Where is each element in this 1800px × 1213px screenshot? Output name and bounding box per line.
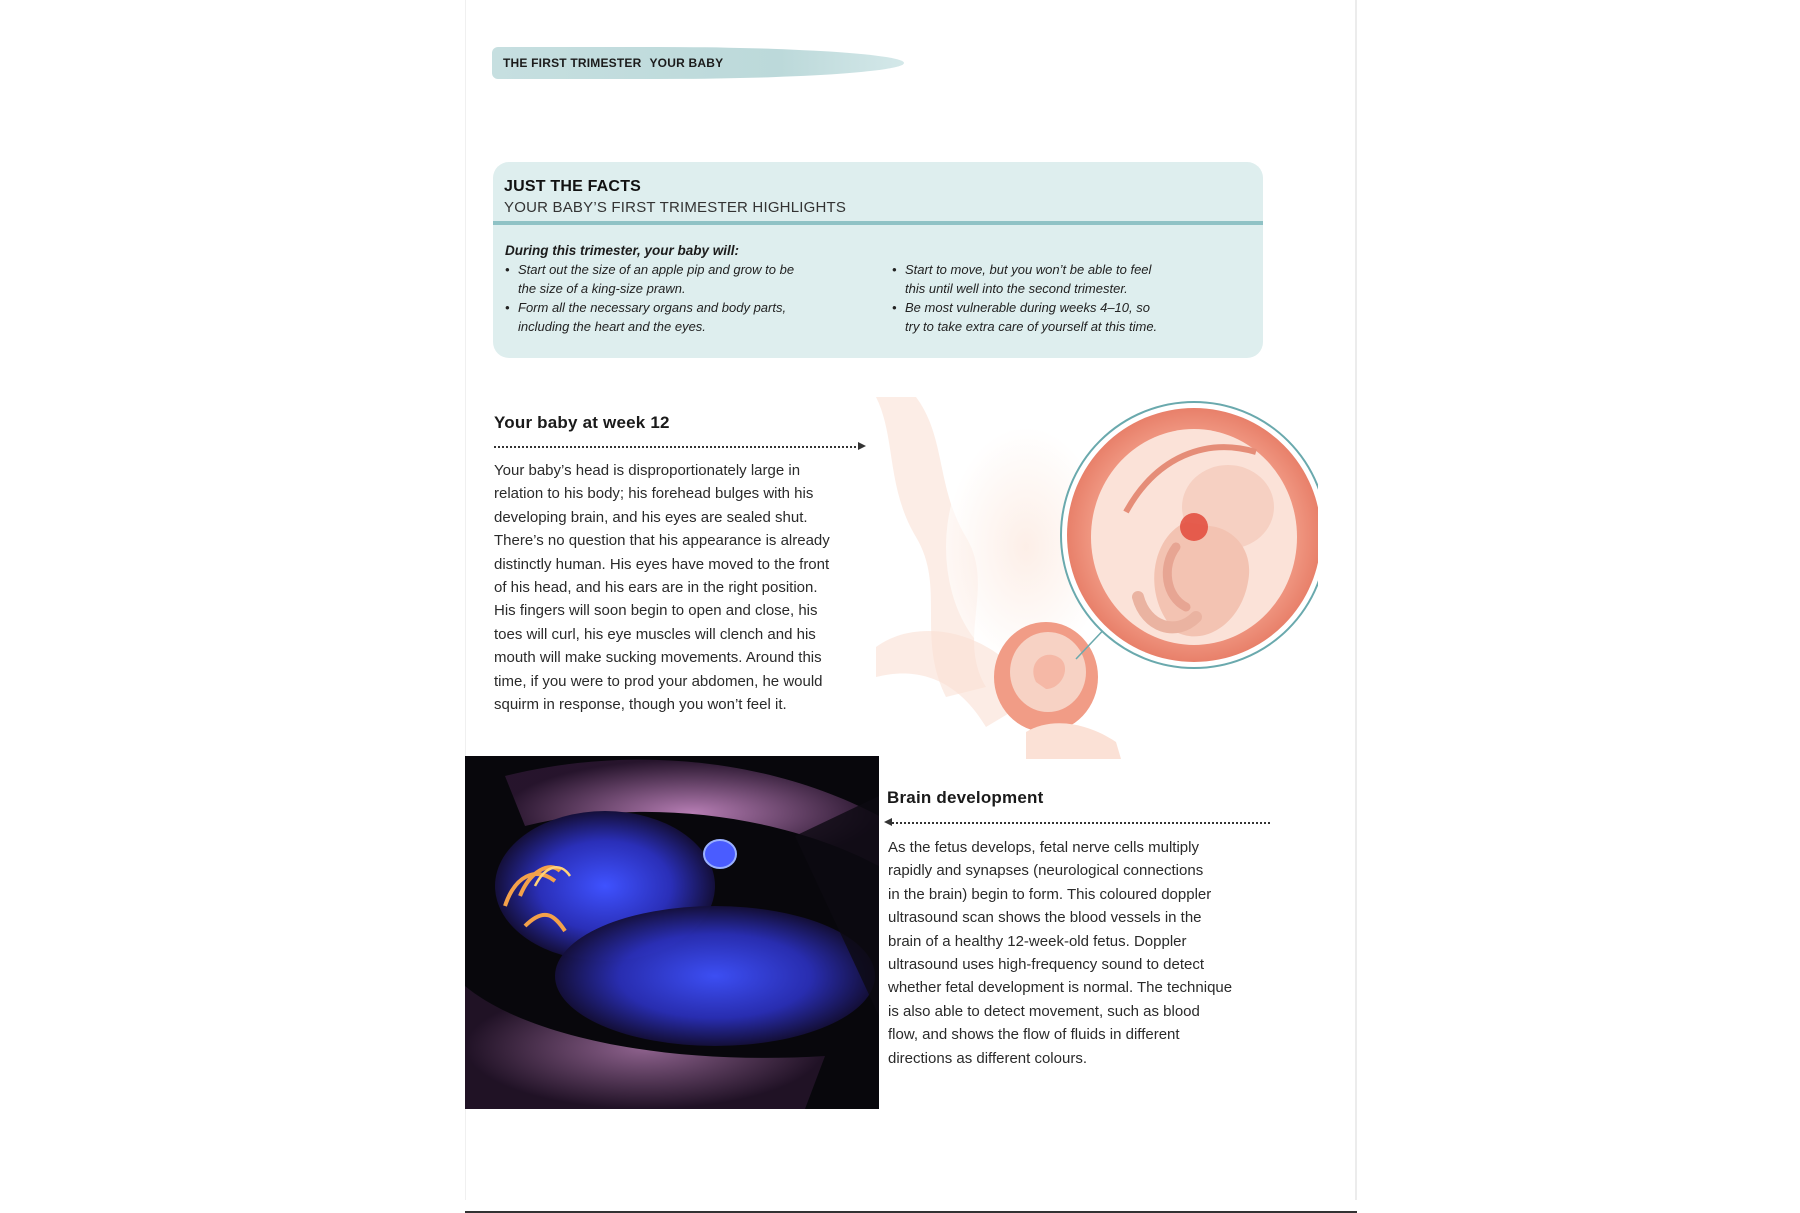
facts-header	[493, 162, 1263, 230]
bullet-line: Start out the size of an apple pip and grow to be	[518, 262, 795, 277]
facts-subtitle: YOUR BABY’S FIRST TRIMESTER HIGHLIGHTS	[504, 199, 847, 216]
bullet-dot-icon: •	[505, 262, 510, 277]
week12-line: distinctly human. His eyes have moved to the front	[494, 555, 830, 573]
week12-heading: Your baby at week 12	[494, 413, 670, 432]
brain-line: flow, and shows the flow of fluids in different	[888, 1026, 1180, 1044]
brain-line: whether fetal development is normal. The technique	[888, 979, 1233, 997]
bullet-dot-icon: •	[892, 262, 897, 277]
week12-line: toes will curl, his eye muscles will clench and his	[494, 625, 816, 643]
facts-intro: During this trimester, your baby will:	[505, 243, 740, 258]
bullet-line: Form all the necessary organs and body parts,	[518, 300, 787, 315]
brain-line: ultrasound scan shows the blood vessels in the	[888, 909, 1202, 927]
brain-line: brain of a healthy 12-week-old fetus. Doppler	[888, 932, 1187, 950]
facts-bullet	[505, 298, 845, 336]
facts-divider	[493, 221, 1263, 225]
doppler-ultrasound-image	[465, 756, 879, 1109]
arrow-left-icon	[884, 818, 892, 826]
brain-line: ultrasound uses high-frequency sound to detect	[888, 956, 1205, 974]
facts-column-left	[505, 260, 845, 336]
page-edge-right	[1355, 0, 1357, 1200]
week12-dotted-rule	[494, 446, 860, 448]
ultrasound-scan	[465, 756, 879, 1109]
facts-bullet	[892, 260, 1232, 298]
bullet-dot-icon: •	[505, 300, 510, 315]
placenta-spot	[1180, 513, 1208, 541]
brain-dotted-rule	[892, 822, 1270, 824]
week12-line: of his head, and his ears are in the right position.	[494, 579, 818, 597]
running-header-section: THE FIRST TRIMESTER	[503, 56, 642, 70]
facts-column-right	[892, 260, 1232, 336]
brain-line: is also able to detect movement, such as blood	[888, 1002, 1200, 1020]
week12-line: His fingers will soon begin to open and close, his	[494, 602, 818, 620]
bullet-line: try to take extra care of yourself at this time.	[905, 319, 1158, 334]
facts-box	[493, 162, 1263, 358]
bullet-dot-icon: •	[892, 300, 897, 315]
facts-title: JUST THE FACTS	[504, 178, 642, 195]
brain-line: directions as different colours.	[888, 1049, 1087, 1067]
running-header-subsection: YOUR BABY	[649, 56, 724, 70]
bullet-line: Be most vulnerable during weeks 4–10, so	[905, 300, 1150, 315]
fetal-body-scan	[555, 906, 875, 1046]
brain-body	[888, 836, 1278, 1070]
brain-heading: Brain development	[887, 788, 1044, 807]
brain-line: As the fetus develops, fetal nerve cells multiply	[888, 839, 1199, 856]
bullet-line: including the heart and the eyes.	[518, 319, 706, 334]
brain-line: in the brain) begin to form. This coloured doppler	[888, 885, 1212, 903]
week12-line: time, if you were to prod your abdomen, he would	[494, 672, 823, 690]
facts-bullet	[505, 260, 845, 298]
fetus-illustration	[876, 397, 1318, 759]
arrow-right-icon	[858, 442, 866, 450]
facts-bullet	[892, 298, 1232, 336]
bullet-line: Start to move, but you won’t be able to feel	[905, 262, 1152, 277]
week12-line: Your baby’s head is disproportionately large in	[494, 462, 801, 479]
bladder-shape	[1026, 723, 1121, 759]
brain-line: rapidly and synapses (neurological connections	[888, 862, 1204, 880]
week12-body	[494, 459, 864, 716]
bullet-line: the size of a king-size prawn.	[518, 281, 686, 296]
week12-line: squirm in response, though you won’t feel it.	[494, 696, 787, 714]
week12-line: There’s no question that his appearance is already	[494, 532, 830, 550]
week12-line: mouth will make sucking movements. Around this	[494, 649, 822, 667]
week12-line: relation to his body; his forehead bulges with his	[494, 485, 814, 503]
scan-bright-spot	[704, 840, 736, 868]
week12-line: developing brain, and his eyes are sealed shut.	[494, 508, 808, 526]
bullet-line: this until well into the second trimester.	[905, 281, 1128, 296]
